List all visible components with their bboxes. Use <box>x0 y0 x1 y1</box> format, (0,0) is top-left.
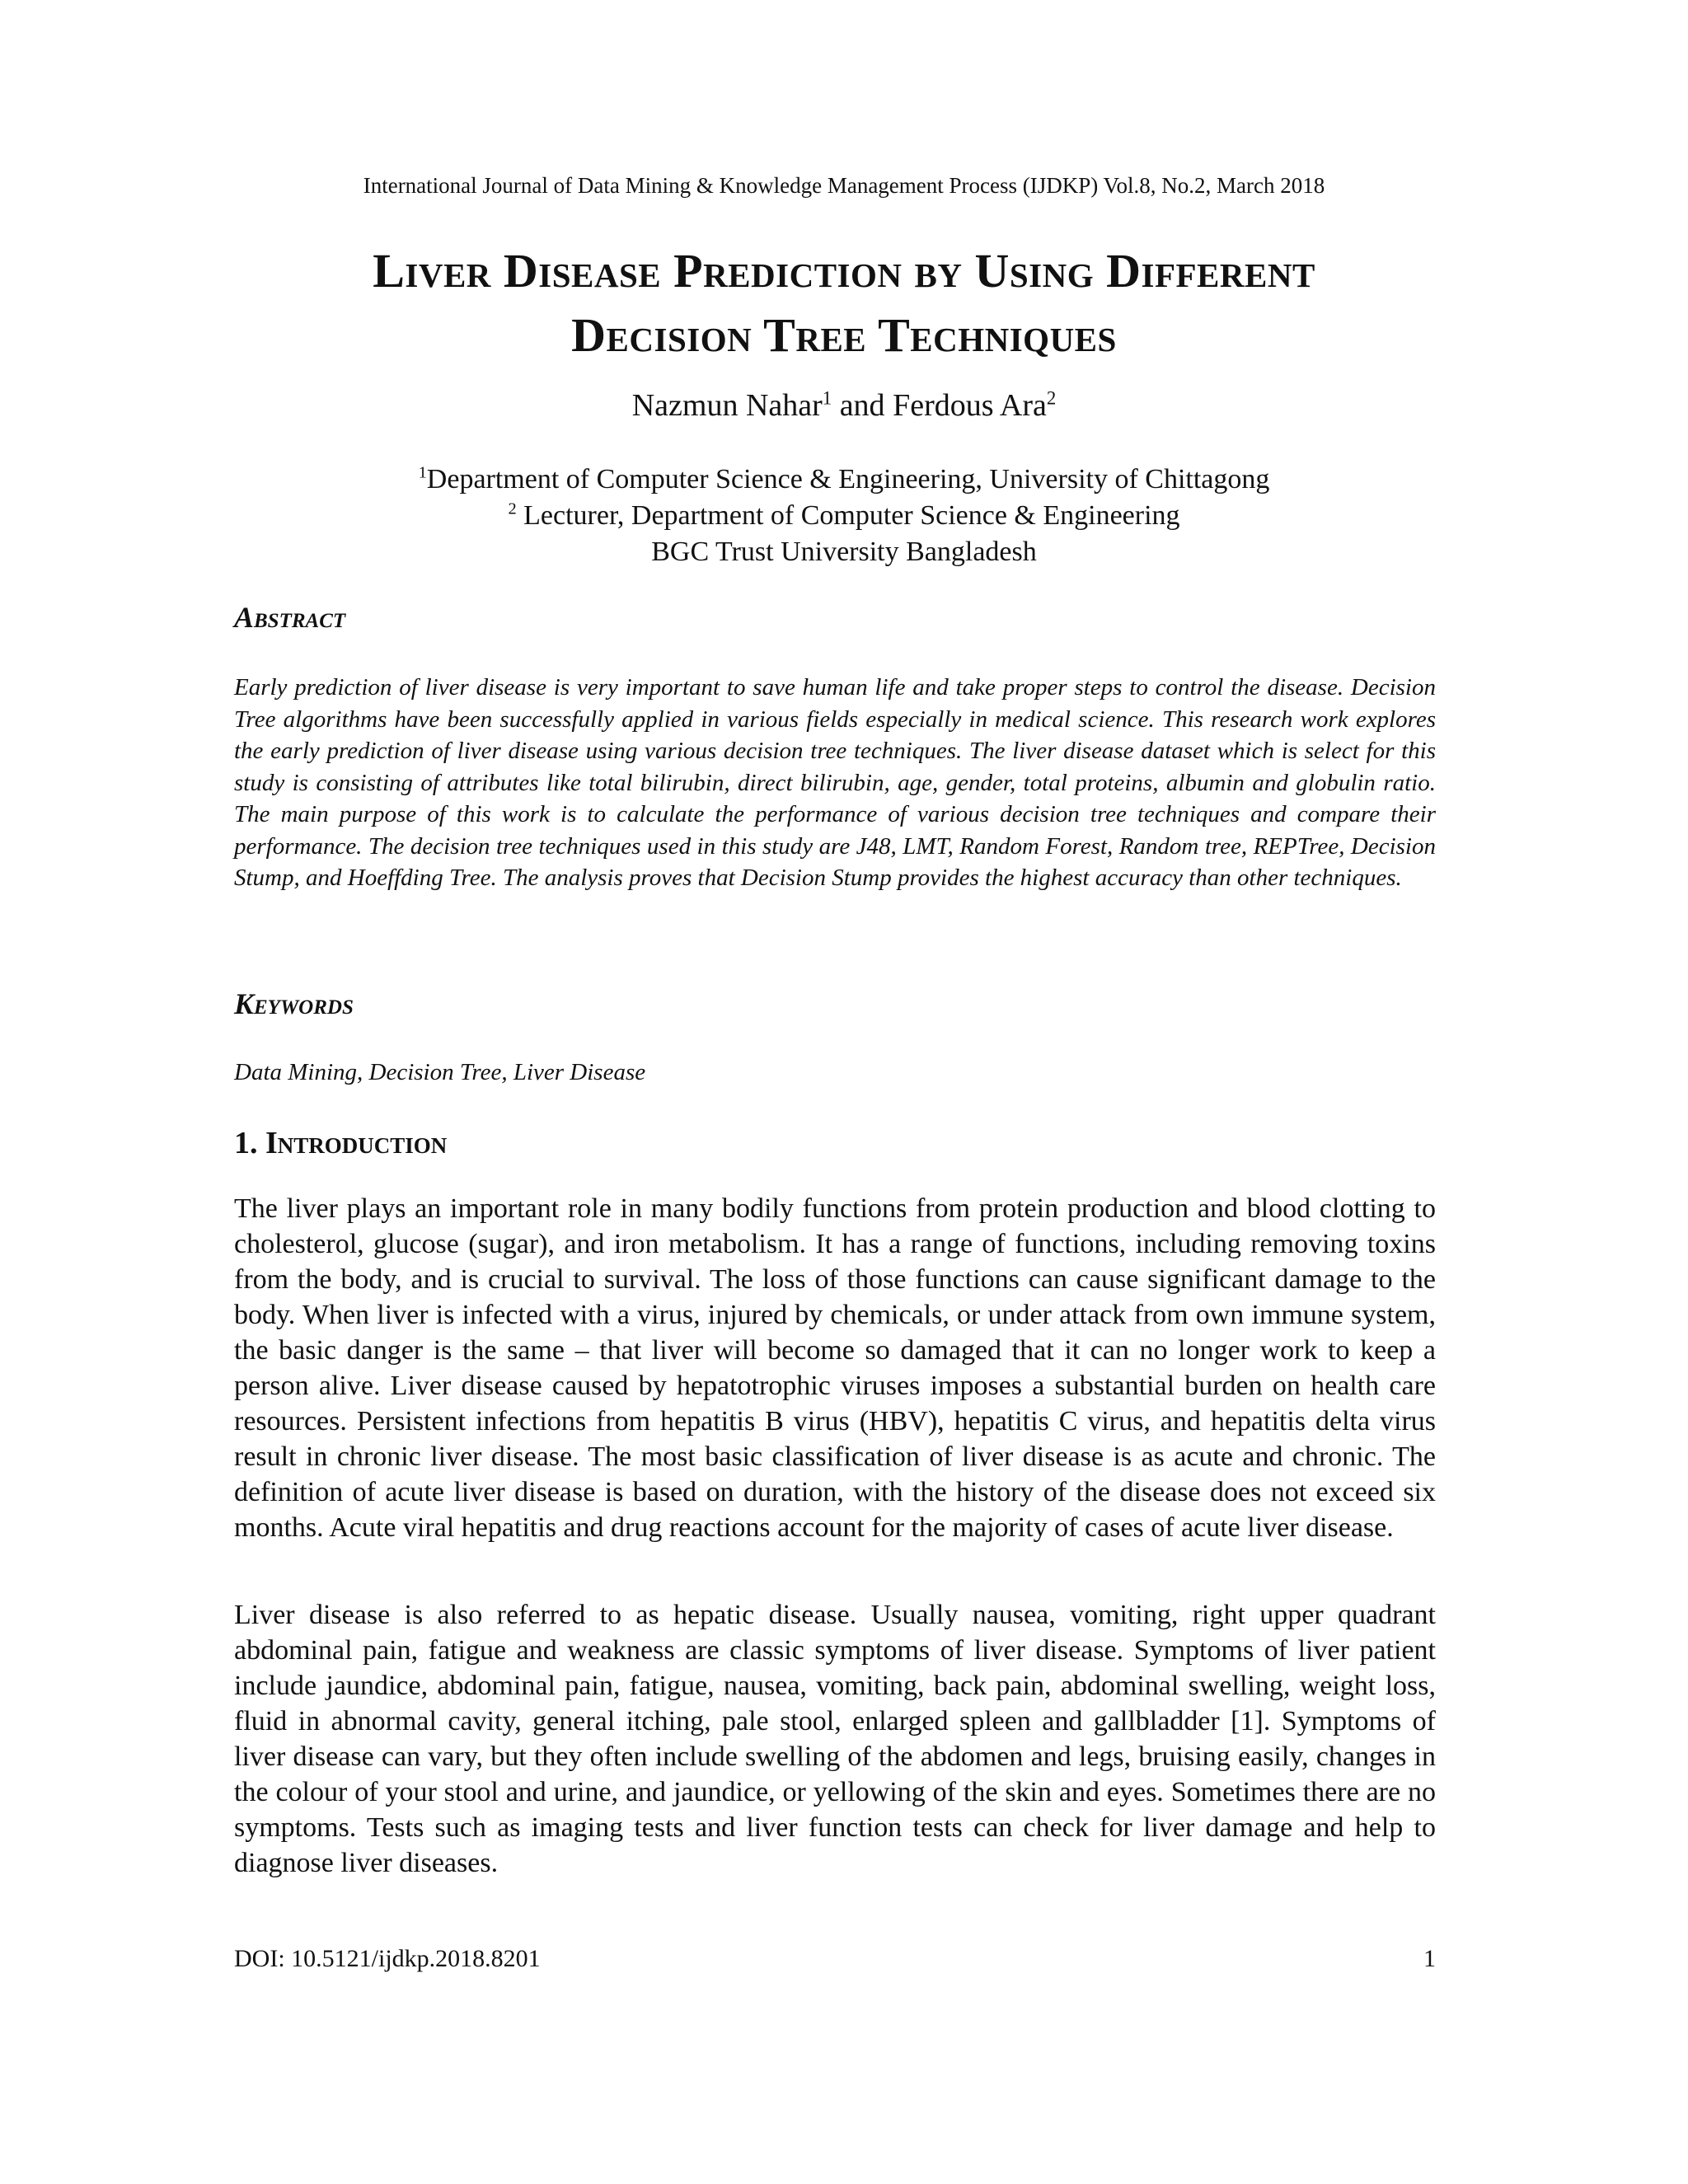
author-2-affiliation-mark: 2 <box>1046 387 1057 409</box>
affiliation-3: BGC Trust University Bangladesh <box>651 537 1037 567</box>
affiliation-1 <box>0 462 1688 498</box>
abstract-text: Early prediction of liver disease is very important to save human life and take proper steps to control the disease. Decision Tree algorithms have been successfully applied in various fields especially in medical science. This research work explores the early prediction of liver disease using various decision tree techniques. The liver disease dataset which is select for this study is consisting of attributes like total bilirubin, direct bilirubin, age, gender, total proteins, albumin and globulin ratio. The main purpose of this work is to calculate the performance of various decision tree techniques and compare their performance. The decision tree techniques used in this study are J48, LMT, Random Forest, Random tree, REPTree, Decision Stump, and Hoeffding Tree. The analysis proves that Decision Stump provides the highest accuracy than other techniques. <box>234 674 1436 891</box>
title-line-1: Liver Disease Prediction by Using Different <box>373 244 1315 298</box>
affiliation-2-text: Lecturer, Department of Computer Science & Engineering <box>516 500 1180 531</box>
introduction-heading: 1. Introduction <box>234 1126 448 1160</box>
page-number: 1 <box>1423 1945 1436 1972</box>
paper-title <box>165 239 1523 368</box>
abstract-heading: Abstract <box>234 601 346 634</box>
keywords-text: Data Mining, Decision Tree, Liver Disease <box>234 1059 646 1085</box>
journal-header: International Journal of Data Mining & Knowledge Management Process (IJDKP) Vol.8, No.2, March 2018 <box>363 173 1325 198</box>
affiliations <box>0 462 1688 570</box>
title-line-2: Decision Tree Techniques <box>571 308 1117 362</box>
introduction-paragraph-2: Liver disease is also referred to as hepatic disease. Usually nausea, vomiting, right upper quadrant abdominal pain, fatigue and weakness are classic symptoms of liver disease. Symptoms of liver patient include jaundice, abdominal pain, fatigue, nausea, vomiting, back pain, abdominal swelling, weight loss, fluid in abnormal cavity, general itching, pale stool, enlarged spleen and gallbladder [1]. Symptoms of liver disease can vary, but they often include swelling of the abdomen and legs, bruising easily, changes in the colour of your stool and urine, and jaundice, or yellowing of the skin and eyes. Sometimes there are no symptoms. Tests such as imaging tests and liver function tests can check for liver damage and help to diagnose liver diseases. <box>234 1600 1436 1878</box>
author-list <box>0 387 1688 424</box>
affiliation-1-text: Department of Computer Science & Engineering, University of Chittagong <box>426 464 1270 494</box>
affiliation-1-mark: 1 <box>418 463 427 482</box>
doi: DOI: 10.5121/ijdkp.2018.8201 <box>234 1945 541 1972</box>
affiliation-2-mark: 2 <box>508 499 517 518</box>
author-1-affiliation-mark: 1 <box>822 387 832 409</box>
author-1-name: Nazmun Nahar <box>631 388 823 423</box>
author-2-name: Ferdous Ara <box>893 388 1047 423</box>
affiliation-2 <box>0 498 1688 534</box>
keywords-heading: Keywords <box>234 987 354 1020</box>
author-connector: and <box>832 388 893 423</box>
introduction-paragraph-1: The liver plays an important role in many bodily functions from protein production and blood clotting to cholesterol, glucose (sugar), and iron metabolism. It has a range of functions, including removing toxins from the body, and is crucial to survival. The loss of those functions can cause significant damage to the body. When liver is infected with a virus, injured by chemicals, or under attack from own immune system, the basic danger is the same – that liver will become so damaged that it can no longer work to keep a person alive. Liver disease caused by hepatotrophic viruses imposes a substantial burden on health care resources. Persistent infections from hepatitis B virus (HBV), hepatitis C virus, and hepatitis delta virus result in chronic liver disease. The most basic classification of liver disease is as acute and chronic. The definition of acute liver disease is based on duration, with the history of the disease does not exceed six months. Acute viral hepatitis and drug reactions account for the majority of cases of acute liver disease. <box>234 1193 1436 1543</box>
